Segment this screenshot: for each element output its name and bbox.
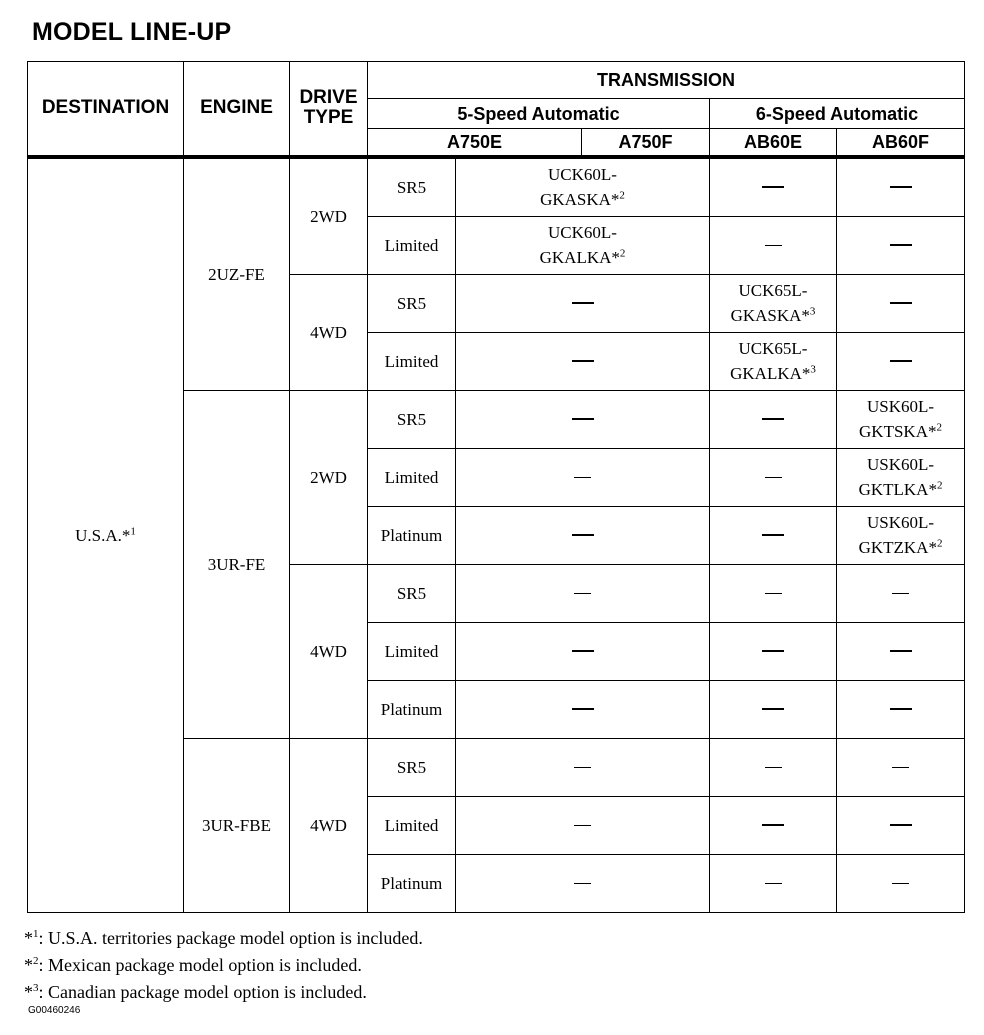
not-available-cell bbox=[837, 157, 965, 217]
grade-cell: Limited bbox=[368, 796, 456, 854]
model-code-line1: UCK60L- bbox=[548, 223, 617, 242]
dash-mark bbox=[765, 245, 782, 246]
footnote-text: : Mexican package model option is included. bbox=[38, 955, 362, 975]
model-code-ref: 2 bbox=[936, 421, 942, 434]
header-drive-type bbox=[290, 62, 368, 157]
not-available-cell bbox=[456, 738, 710, 796]
dash-mark bbox=[572, 534, 594, 536]
model-code-line1: UCK65L- bbox=[738, 339, 808, 358]
footnotes bbox=[24, 925, 423, 1006]
not-available-cell bbox=[456, 448, 710, 506]
not-available-cell bbox=[837, 216, 965, 274]
grade-cell: Platinum bbox=[368, 680, 456, 738]
model-code-cell bbox=[837, 448, 965, 506]
model-code-ref: 3 bbox=[809, 305, 816, 318]
footnote-text: : Canadian package model option is included. bbox=[38, 982, 367, 1002]
model-code-line2: GKTLKA bbox=[858, 480, 929, 499]
dash-mark bbox=[890, 824, 912, 826]
dash-mark bbox=[574, 593, 591, 594]
dash-mark bbox=[762, 708, 784, 710]
drive-type-cell: 2WD bbox=[290, 157, 368, 275]
not-available-cell bbox=[837, 274, 965, 332]
model-code-mark: * bbox=[927, 422, 937, 441]
dash-mark bbox=[572, 650, 594, 652]
not-available-cell bbox=[837, 796, 965, 854]
grade-cell: SR5 bbox=[368, 738, 456, 796]
not-available-cell bbox=[710, 854, 837, 912]
footnote bbox=[24, 952, 423, 979]
model-code-cell bbox=[710, 332, 837, 390]
dash-mark bbox=[762, 824, 784, 826]
dash-mark bbox=[762, 534, 784, 536]
dash-mark bbox=[574, 477, 591, 478]
not-available-cell bbox=[456, 274, 710, 332]
table-row bbox=[28, 157, 965, 217]
footnote-text: : U.S.A. territories package model option is included. bbox=[38, 928, 423, 948]
destination-label: U.S.A. bbox=[75, 525, 122, 545]
drive-type-cell: 4WD bbox=[290, 738, 368, 912]
dash-mark bbox=[572, 708, 594, 710]
grade-cell: Platinum bbox=[368, 506, 456, 564]
not-available-cell bbox=[456, 332, 710, 390]
footnote-ref: 3 bbox=[33, 982, 39, 994]
model-code-mark: * bbox=[928, 538, 937, 557]
model-code-cell bbox=[837, 506, 965, 564]
dash-mark bbox=[572, 418, 594, 420]
dash-mark bbox=[574, 883, 591, 884]
engine-cell: 3UR-FE bbox=[184, 390, 290, 738]
dash-mark bbox=[574, 767, 591, 768]
dash-mark bbox=[572, 302, 594, 304]
model-code-cell bbox=[456, 157, 710, 217]
model-code-line2: GKALKA bbox=[539, 248, 612, 267]
dash-mark bbox=[892, 767, 909, 768]
not-available-cell bbox=[710, 216, 837, 274]
not-available-cell bbox=[837, 854, 965, 912]
grade-cell: Limited bbox=[368, 448, 456, 506]
model-code-line1: USK60L- bbox=[866, 397, 935, 416]
model-code-ref: 2 bbox=[619, 247, 626, 260]
dash-mark bbox=[765, 883, 782, 884]
dash-mark bbox=[890, 650, 912, 652]
not-available-cell bbox=[710, 390, 837, 448]
header-ab60e: AB60E bbox=[710, 129, 837, 157]
grade-cell: SR5 bbox=[368, 564, 456, 622]
dash-mark bbox=[765, 477, 782, 478]
model-code-cell bbox=[710, 274, 837, 332]
header-5-speed: 5-Speed Automatic bbox=[368, 99, 710, 129]
footnote-mark: * bbox=[24, 928, 33, 948]
dash-mark bbox=[762, 418, 784, 420]
model-code-ref: 3 bbox=[810, 363, 816, 376]
engine-cell: 3UR-FBE bbox=[184, 738, 290, 912]
model-code-ref: 2 bbox=[936, 537, 943, 550]
dash-mark bbox=[765, 767, 782, 768]
model-code-mark: * bbox=[801, 306, 810, 325]
model-code-mark: * bbox=[928, 480, 937, 499]
footnote-mark: * bbox=[24, 955, 33, 975]
model-code-line2: GKASKA bbox=[730, 306, 802, 325]
model-code-line1: UCK60L- bbox=[548, 165, 617, 184]
not-available-cell bbox=[456, 854, 710, 912]
header-transmission: TRANSMISSION bbox=[368, 62, 965, 99]
dash-mark bbox=[890, 302, 912, 304]
model-code-line1: USK60L- bbox=[866, 513, 935, 532]
grade-cell: SR5 bbox=[368, 274, 456, 332]
dash-mark bbox=[572, 360, 594, 362]
header-ab60f: AB60F bbox=[837, 129, 965, 157]
not-available-cell bbox=[456, 622, 710, 680]
model-code-ref: 2 bbox=[936, 479, 943, 492]
header-drive-type-line1: DRIVE bbox=[299, 87, 358, 109]
not-available-cell bbox=[710, 622, 837, 680]
not-available-cell bbox=[456, 680, 710, 738]
drive-type-cell: 2WD bbox=[290, 390, 368, 564]
not-available-cell bbox=[710, 796, 837, 854]
grade-cell: Platinum bbox=[368, 854, 456, 912]
model-lineup-table bbox=[27, 61, 965, 913]
model-code-line1: UCK65L- bbox=[738, 281, 808, 300]
header-engine: ENGINE bbox=[184, 62, 290, 157]
dash-mark bbox=[890, 708, 912, 710]
destination-mark: * bbox=[121, 525, 131, 545]
model-code-line2: GKALKA bbox=[730, 364, 802, 383]
dash-mark bbox=[574, 825, 591, 826]
dash-mark bbox=[890, 186, 912, 188]
model-code-cell bbox=[456, 216, 710, 274]
not-available-cell bbox=[710, 680, 837, 738]
model-code-line2: GKASKA bbox=[540, 190, 611, 209]
not-available-cell bbox=[710, 157, 837, 217]
model-code-mark: * bbox=[611, 248, 620, 267]
not-available-cell bbox=[456, 506, 710, 564]
page-title: MODEL LINE-UP bbox=[32, 18, 232, 46]
grade-cell: Limited bbox=[368, 332, 456, 390]
engine-cell: 2UZ-FE bbox=[184, 157, 290, 391]
not-available-cell bbox=[456, 564, 710, 622]
destination-cell bbox=[28, 157, 184, 913]
not-available-cell bbox=[837, 332, 965, 390]
dash-mark bbox=[890, 244, 912, 246]
header-destination: DESTINATION bbox=[28, 62, 184, 157]
grade-cell: Limited bbox=[368, 216, 456, 274]
dash-mark bbox=[762, 186, 784, 188]
not-available-cell bbox=[837, 622, 965, 680]
model-code-ref: 2 bbox=[619, 189, 625, 202]
dash-mark bbox=[892, 593, 909, 594]
header-drive-type-line2: TYPE bbox=[303, 107, 354, 129]
not-available-cell bbox=[456, 390, 710, 448]
destination-ref: 1 bbox=[130, 524, 136, 537]
not-available-cell bbox=[710, 564, 837, 622]
dash-mark bbox=[765, 593, 782, 594]
footnote bbox=[24, 979, 423, 1006]
header-6-speed: 6-Speed Automatic bbox=[710, 99, 965, 129]
not-available-cell bbox=[710, 506, 837, 564]
footnote-ref: 1 bbox=[33, 928, 39, 940]
dash-mark bbox=[892, 883, 909, 884]
model-code-mark: * bbox=[801, 364, 811, 383]
figure-code: G00460246 bbox=[28, 1005, 81, 1016]
drive-type-cell: 4WD bbox=[290, 274, 368, 390]
grade-cell: SR5 bbox=[368, 157, 456, 217]
not-available-cell bbox=[710, 448, 837, 506]
grade-cell: Limited bbox=[368, 622, 456, 680]
grade-cell: SR5 bbox=[368, 390, 456, 448]
model-code-line2: GKTZKA bbox=[858, 538, 929, 557]
header-a750e: A750E bbox=[368, 129, 582, 157]
not-available-cell bbox=[837, 564, 965, 622]
drive-type-cell: 4WD bbox=[290, 564, 368, 738]
dash-mark bbox=[890, 360, 912, 362]
model-code-cell bbox=[837, 390, 965, 448]
footnote-mark: * bbox=[24, 982, 33, 1002]
not-available-cell bbox=[710, 738, 837, 796]
model-code-mark: * bbox=[610, 190, 620, 209]
model-code-line1: USK60L- bbox=[866, 455, 935, 474]
dash-mark bbox=[762, 650, 784, 652]
footnote bbox=[24, 925, 423, 952]
not-available-cell bbox=[837, 738, 965, 796]
not-available-cell bbox=[837, 680, 965, 738]
not-available-cell bbox=[456, 796, 710, 854]
footnote-ref: 2 bbox=[33, 955, 39, 967]
model-code-line2: GKTSKA bbox=[859, 422, 928, 441]
header-a750f: A750F bbox=[582, 129, 710, 157]
